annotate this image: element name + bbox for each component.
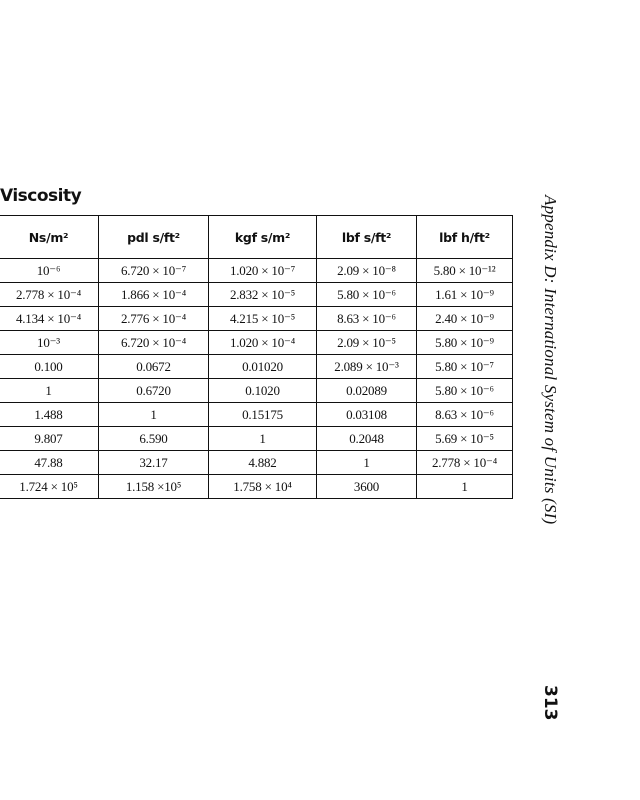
- table-cell: 5.80 × 10⁻⁶: [317, 283, 417, 307]
- table-cell: 2.778 × 10⁻⁴: [417, 451, 513, 475]
- table-row: [0, 283, 513, 307]
- table-cell: 1: [0, 379, 99, 403]
- side-margin: [540, 195, 564, 721]
- column-header: Ns/m²: [0, 216, 99, 259]
- table-cell: 6.590: [99, 427, 209, 451]
- table-cell: 32.17: [99, 451, 209, 475]
- table-cell: 1.158 ×10⁵: [99, 475, 209, 499]
- section-title: Viscosity: [0, 186, 82, 206]
- table-cell: 1: [99, 403, 209, 427]
- table-cell: 4.134 × 10⁻⁴: [0, 307, 99, 331]
- table-cell: 8.63 × 10⁻⁶: [417, 403, 513, 427]
- table-cell: 0.02089: [317, 379, 417, 403]
- table-cell: 0.01020: [209, 355, 317, 379]
- table-cell: 1.866 × 10⁻⁴: [99, 283, 209, 307]
- table-row: [0, 403, 513, 427]
- table-cell: 1.488: [0, 403, 99, 427]
- running-heading: Appendix D: International System of Units (SI): [541, 195, 560, 525]
- table-cell: 2.832 × 10⁻⁵: [209, 283, 317, 307]
- table-cell: 10⁻⁶: [0, 259, 99, 283]
- page-number: 313: [540, 685, 560, 721]
- table-row: [0, 475, 513, 499]
- table-cell: 2.40 × 10⁻⁹: [417, 307, 513, 331]
- table-cell: 5.69 × 10⁻⁵: [417, 427, 513, 451]
- table-cell: 1.020 × 10⁻⁴: [209, 331, 317, 355]
- table-row: [0, 451, 513, 475]
- table-cell: 4.215 × 10⁻⁵: [209, 307, 317, 331]
- table-cell: 2.09 × 10⁻⁸: [317, 259, 417, 283]
- column-header: lbf s/ft²: [317, 216, 417, 259]
- table-row: [0, 427, 513, 451]
- column-header: pdl s/ft²: [99, 216, 209, 259]
- table-cell: 1.61 × 10⁻⁹: [417, 283, 513, 307]
- table-cell: 5.80 × 10⁻⁶: [417, 379, 513, 403]
- table-cell: 10⁻³: [0, 331, 99, 355]
- column-header: lbf h/ft²: [417, 216, 513, 259]
- table-cell: 1.020 × 10⁻⁷: [209, 259, 317, 283]
- table-cell: 2.778 × 10⁻⁴: [0, 283, 99, 307]
- table-cell: 1: [209, 427, 317, 451]
- table-cell: 2.776 × 10⁻⁴: [99, 307, 209, 331]
- table-cell: 2.089 × 10⁻³: [317, 355, 417, 379]
- table-cell: 2.09 × 10⁻⁵: [317, 331, 417, 355]
- table-cell: 5.80 × 10⁻⁹: [417, 331, 513, 355]
- table-cell: 6.720 × 10⁻⁴: [99, 331, 209, 355]
- table-cell: 5.80 × 10⁻¹²: [417, 259, 513, 283]
- table-row: [0, 379, 513, 403]
- table-cell: 1: [317, 451, 417, 475]
- viscosity-table: [0, 215, 513, 499]
- table-row: [0, 355, 513, 379]
- table-cell: 3600: [317, 475, 417, 499]
- table-row: [0, 331, 513, 355]
- table-cell: 1.758 × 10⁴: [209, 475, 317, 499]
- table-cell: 6.720 × 10⁻⁷: [99, 259, 209, 283]
- table-cell: 9.807: [0, 427, 99, 451]
- table-cell: 0.0672: [99, 355, 209, 379]
- table-cell: 1.724 × 10⁵: [0, 475, 99, 499]
- table-cell: 0.03108: [317, 403, 417, 427]
- table-cell: 0.2048: [317, 427, 417, 451]
- table-cell: 0.6720: [99, 379, 209, 403]
- table-cell: 0.100: [0, 355, 99, 379]
- table-cell: 1: [417, 475, 513, 499]
- table-cell: 4.882: [209, 451, 317, 475]
- table-cell: 5.80 × 10⁻⁷: [417, 355, 513, 379]
- table-cell: 8.63 × 10⁻⁶: [317, 307, 417, 331]
- table-row: [0, 307, 513, 331]
- table-header-row: [0, 216, 513, 259]
- column-header: kgf s/m²: [209, 216, 317, 259]
- table-cell: 0.1020: [209, 379, 317, 403]
- table-row: [0, 259, 513, 283]
- table-cell: 0.15175: [209, 403, 317, 427]
- table-cell: 47.88: [0, 451, 99, 475]
